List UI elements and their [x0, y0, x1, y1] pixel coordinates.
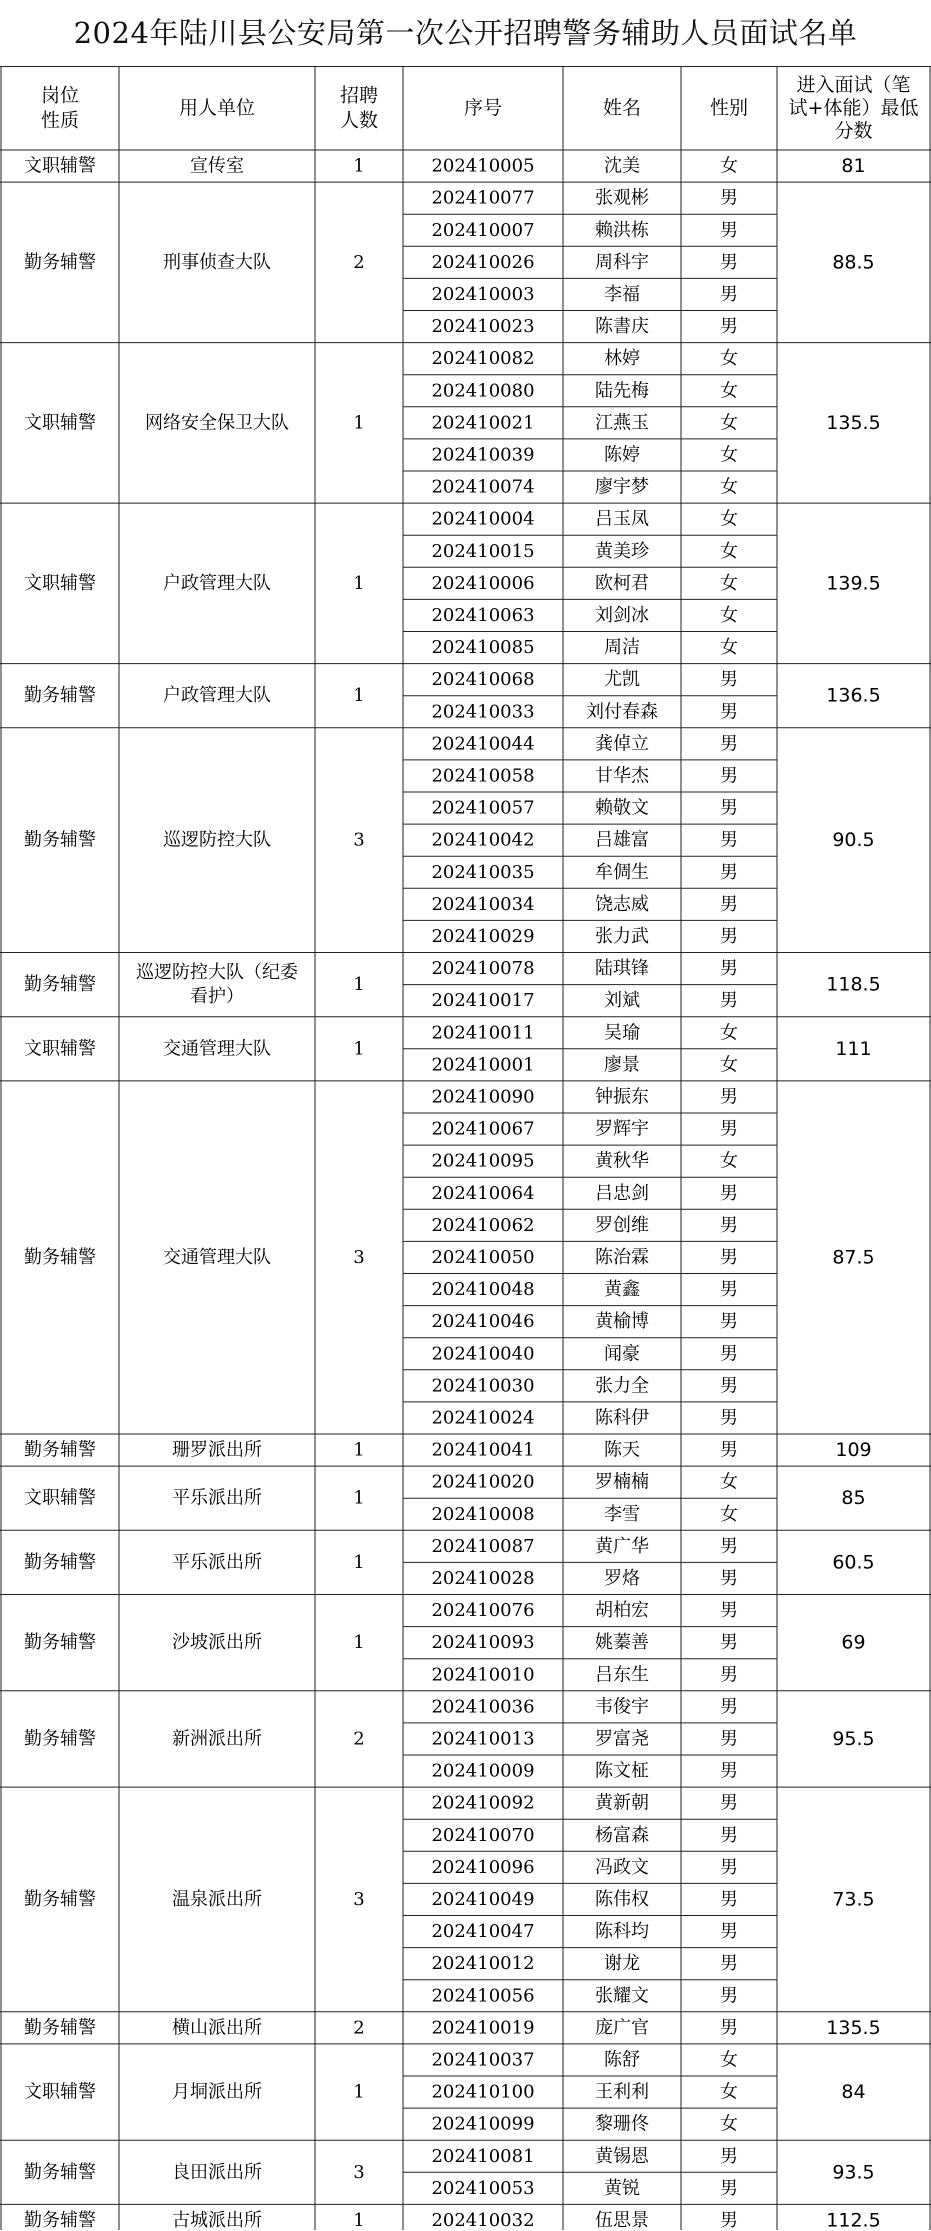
serial-no-cell: 202410036: [431, 1696, 535, 1718]
candidate-name-cell: 王利利: [595, 2081, 649, 2103]
min-score-cell: 69: [841, 1631, 866, 1654]
gender-cell: 男: [720, 1375, 738, 1397]
employer-cell: 网络安全保卫大队: [145, 412, 289, 434]
quota-cell: 2: [353, 251, 365, 273]
gender-cell: 男: [720, 219, 738, 241]
employer-cell: 新洲派出所: [172, 1728, 262, 1750]
post-type-cell: 文职辅警: [24, 155, 96, 177]
serial-no-cell: 202410067: [431, 1118, 535, 1140]
gender-cell: 男: [720, 958, 738, 980]
serial-no-cell: 202410062: [431, 1214, 535, 1236]
candidate-name-cell: 罗创维: [595, 1214, 649, 1236]
employer-cell: 平乐派出所: [172, 1551, 262, 1573]
candidate-name-cell: 尤凯: [604, 669, 640, 691]
min-score-cell: 84: [841, 2081, 866, 2104]
gender-cell: 男: [720, 283, 738, 305]
candidate-name-cell: 闻豪: [604, 1343, 640, 1365]
candidate-name-cell: 张观彬: [595, 187, 649, 209]
interview-list-table: [0, 66, 931, 2231]
candidate-name-cell: 陈天: [604, 1439, 640, 1461]
candidate-name-cell: 赖洪栋: [595, 219, 649, 241]
serial-no-cell: 202410063: [431, 604, 535, 626]
employer-cell: 温泉派出所: [172, 1888, 262, 1910]
employer-cell: 沙坡派出所: [172, 1632, 262, 1654]
post-type-cell: 勤务辅警: [24, 685, 96, 707]
post-type-cell: 勤务辅警: [24, 2017, 96, 2039]
candidate-name-cell: 黄锡恩: [595, 2145, 649, 2167]
candidate-name-cell: 姚蓁善: [595, 1632, 649, 1654]
serial-no-cell: 202410035: [431, 861, 535, 883]
gender-cell: 男: [720, 187, 738, 209]
candidate-name-cell: 陈婷: [604, 444, 640, 466]
gender-cell: 男: [720, 1953, 738, 1975]
min-score-cell: 87.5: [832, 1246, 875, 1269]
gender-cell: 男: [720, 2017, 738, 2039]
employer-cell: 巡逻防控大队: [163, 829, 271, 851]
serial-no-cell: 202410032: [431, 2209, 535, 2231]
quota-cell: 1: [353, 685, 365, 707]
gender-cell: 男: [720, 733, 738, 755]
serial-no-cell: 202410080: [431, 380, 535, 402]
quota-cell: 3: [353, 1888, 365, 1910]
gender-cell: 女: [720, 380, 738, 402]
candidate-name-cell: 周科宇: [595, 251, 649, 273]
post-type-cell: 文职辅警: [24, 572, 96, 594]
min-score-cell: 111: [835, 1037, 872, 1060]
employer-cell: 月垌派出所: [172, 2081, 262, 2103]
serial-no-cell: 202410012: [431, 1953, 535, 1975]
candidate-name-cell: 赖敬文: [595, 797, 649, 819]
serial-no-cell: 202410009: [431, 1760, 535, 1782]
serial-no-cell: 202410077: [431, 187, 535, 209]
candidate-name-cell: 钟振东: [595, 1086, 649, 1108]
serial-no-cell: 202410090: [431, 1086, 535, 1108]
gender-cell: 男: [720, 925, 738, 947]
candidate-name-cell: 黄榆博: [595, 1311, 649, 1333]
serial-no-cell: 202410028: [431, 1567, 535, 1589]
candidate-name-cell: 张耀文: [595, 1985, 649, 2007]
serial-no-cell: 202410085: [431, 637, 535, 659]
gender-cell: 男: [720, 1567, 738, 1589]
candidate-name-cell: 罗富尧: [595, 1728, 649, 1750]
quota-cell: 2: [353, 2017, 365, 2039]
min-score-cell: 90.5: [832, 829, 875, 852]
candidate-name-cell: 黄锐: [604, 2177, 640, 2199]
gender-cell: 男: [720, 1728, 738, 1750]
employer-cell: 古城派出所: [172, 2209, 262, 2231]
gender-cell: 女: [720, 348, 738, 370]
gender-cell: 男: [720, 2145, 738, 2167]
header-gender: 性别: [709, 97, 749, 119]
min-score-cell: 112.5: [826, 2209, 881, 2231]
serial-no-cell: 202410049: [431, 1888, 535, 1910]
candidate-name-cell: 廖宇梦: [595, 476, 649, 498]
candidate-name-cell: 伍思景: [595, 2209, 649, 2231]
gender-cell: 女: [720, 572, 738, 594]
quota-cell: 1: [353, 1487, 365, 1509]
post-type-cell: 文职辅警: [24, 1487, 96, 1509]
candidate-name-cell: 李福: [604, 283, 640, 305]
candidate-name-cell: 胡柏宏: [595, 1600, 649, 1622]
min-score-cell: 73.5: [832, 1888, 875, 1911]
employer-cell: 横山派出所: [172, 2017, 262, 2039]
gender-cell: 男: [720, 2177, 738, 2199]
candidate-name-cell: 沈美: [604, 155, 640, 177]
serial-no-cell: 202410092: [431, 1792, 535, 1814]
min-score-cell: 135.5: [826, 411, 881, 434]
min-score-cell: 136.5: [826, 684, 881, 707]
gender-cell: 男: [720, 861, 738, 883]
serial-no-cell: 202410058: [431, 765, 535, 787]
serial-no-cell: 202410076: [431, 1600, 535, 1622]
serial-no-cell: 202410005: [431, 155, 535, 177]
candidate-name-cell: 饶志威: [595, 893, 649, 915]
candidate-name-cell: 张力武: [595, 925, 649, 947]
employer-cell: 户政管理大队: [163, 572, 271, 594]
serial-no-cell: 202410082: [431, 348, 535, 370]
serial-no-cell: 202410050: [431, 1246, 535, 1268]
quota-cell: 1: [353, 155, 365, 177]
serial-no-cell: 202410003: [431, 283, 535, 305]
quota-cell: 1: [353, 572, 365, 594]
serial-no-cell: 202410029: [431, 925, 535, 947]
candidate-name-cell: 陈文柾: [595, 1760, 649, 1782]
gender-cell: 男: [720, 1182, 738, 1204]
gender-cell: 男: [720, 1246, 738, 1268]
header-min-score: 分数: [834, 120, 873, 142]
serial-no-cell: 202410019: [431, 2017, 535, 2039]
gender-cell: 男: [720, 1696, 738, 1718]
employer-cell: 宣传室: [190, 155, 244, 177]
post-type-cell: 勤务辅警: [24, 1728, 96, 1750]
quota-cell: 1: [353, 1439, 365, 1461]
serial-no-cell: 202410087: [431, 1535, 535, 1557]
candidate-name-cell: 吕雄富: [595, 829, 649, 851]
serial-no-cell: 202410057: [431, 797, 535, 819]
gender-cell: 男: [720, 829, 738, 851]
serial-no-cell: 202410037: [431, 2049, 535, 2071]
candidate-name-cell: 林婷: [604, 348, 640, 370]
quota-cell: 1: [353, 2209, 365, 2231]
candidate-name-cell: 黄秋华: [595, 1150, 649, 1172]
gender-cell: 男: [720, 1343, 738, 1365]
post-type-cell: 勤务辅警: [24, 2161, 96, 2183]
quota-cell: 1: [353, 412, 365, 434]
serial-no-cell: 202410024: [431, 1407, 535, 1429]
gender-cell: 男: [720, 669, 738, 691]
gender-cell: 女: [720, 2049, 738, 2071]
serial-no-cell: 202410008: [431, 1503, 535, 1525]
gender-cell: 男: [720, 1214, 738, 1236]
gender-cell: 女: [720, 2113, 738, 2135]
header-serial-no: 序号: [463, 97, 503, 119]
serial-no-cell: 202410053: [431, 2177, 535, 2199]
post-type-cell: 勤务辅警: [24, 1632, 96, 1654]
gender-cell: 女: [720, 1471, 738, 1493]
gender-cell: 男: [720, 1888, 738, 1910]
gender-cell: 男: [720, 990, 738, 1012]
gender-cell: 男: [720, 1535, 738, 1557]
gender-cell: 男: [720, 1792, 738, 1814]
candidate-name-cell: 罗烙: [604, 1567, 640, 1589]
employer-cell: 巡逻防控大队（纪委: [136, 962, 298, 984]
candidate-name-cell: 罗楠楠: [595, 1471, 649, 1493]
gender-cell: 男: [720, 797, 738, 819]
gender-cell: 女: [720, 1022, 738, 1044]
gender-cell: 男: [720, 1600, 738, 1622]
quota-cell: 3: [353, 1246, 365, 1268]
candidate-name-cell: 周洁: [604, 637, 640, 659]
candidate-name-cell: 陈書庆: [595, 316, 649, 338]
serial-no-cell: 202410099: [431, 2113, 535, 2135]
post-type-cell: 勤务辅警: [24, 1439, 96, 1461]
candidate-name-cell: 张力全: [595, 1375, 649, 1397]
gender-cell: 女: [720, 1054, 738, 1076]
gender-cell: 男: [720, 1760, 738, 1782]
gender-cell: 男: [720, 1439, 738, 1461]
post-type-cell: 勤务辅警: [24, 251, 96, 273]
serial-no-cell: 202410040: [431, 1343, 535, 1365]
post-type-cell: 勤务辅警: [24, 2209, 96, 2231]
candidate-name-cell: 黄新朝: [595, 1792, 649, 1814]
candidate-name-cell: 黄美珍: [595, 540, 649, 562]
post-type-cell: 勤务辅警: [24, 1246, 96, 1268]
serial-no-cell: 202410010: [431, 1664, 535, 1686]
candidate-name-cell: 刘剑冰: [595, 604, 649, 626]
header-min-score: 试+体能）最低: [788, 97, 919, 119]
candidate-name-cell: 陈舒: [604, 2049, 640, 2071]
employer-cell: 户政管理大队: [163, 685, 271, 707]
candidate-name-cell: 陆琪锋: [595, 958, 649, 980]
gender-cell: 女: [720, 508, 738, 530]
serial-no-cell: 202410100: [431, 2081, 535, 2103]
serial-no-cell: 202410017: [431, 990, 535, 1012]
quota-cell: 1: [353, 974, 365, 996]
min-score-cell: 139.5: [826, 572, 881, 595]
serial-no-cell: 202410007: [431, 219, 535, 241]
employer-cell: 看护）: [190, 986, 244, 1008]
serial-no-cell: 202410044: [431, 733, 535, 755]
gender-cell: 女: [720, 476, 738, 498]
min-score-cell: 85: [841, 1487, 866, 1510]
employer-cell: 刑事侦查大队: [163, 251, 271, 273]
header-quota: 人数: [339, 109, 379, 132]
table-grid: [0, 66, 931, 2231]
gender-cell: 男: [720, 1985, 738, 2007]
quota-cell: 1: [353, 1038, 365, 1060]
employer-cell: 交通管理大队: [163, 1246, 271, 1268]
min-score-cell: 60.5: [832, 1551, 875, 1574]
candidate-name-cell: 李雪: [604, 1503, 640, 1525]
gender-cell: 女: [720, 444, 738, 466]
employer-cell: 平乐派出所: [172, 1487, 262, 1509]
min-score-cell: 118.5: [826, 973, 881, 996]
serial-no-cell: 202410023: [431, 316, 535, 338]
gender-cell: 男: [720, 1118, 738, 1140]
candidate-name-cell: 欧柯君: [595, 572, 649, 594]
serial-no-cell: 202410033: [431, 701, 535, 723]
gender-cell: 男: [720, 765, 738, 787]
candidate-name-cell: 陈伟权: [595, 1888, 649, 1910]
serial-no-cell: 202410096: [431, 1856, 535, 1878]
candidate-name-cell: 江燕玉: [595, 412, 649, 434]
serial-no-cell: 202410070: [431, 1824, 535, 1846]
serial-no-cell: 202410093: [431, 1632, 535, 1654]
quota-cell: 2: [353, 1728, 365, 1750]
serial-no-cell: 202410004: [431, 508, 535, 530]
min-score-cell: 95.5: [832, 1727, 875, 1750]
header-name: 姓名: [602, 97, 642, 119]
serial-no-cell: 202410013: [431, 1728, 535, 1750]
gender-cell: 女: [720, 412, 738, 434]
quota-cell: 3: [353, 2161, 365, 2183]
gender-cell: 男: [720, 251, 738, 273]
candidate-name-cell: 吕玉凤: [595, 508, 649, 530]
min-score-cell: 88.5: [832, 251, 875, 274]
serial-no-cell: 202410056: [431, 1985, 535, 2007]
serial-no-cell: 202410047: [431, 1921, 535, 1943]
candidate-name-cell: 罗辉宇: [595, 1118, 649, 1140]
candidate-name-cell: 陈治霖: [595, 1246, 649, 1268]
candidate-name-cell: 谢龙: [604, 1953, 640, 1975]
candidate-name-cell: 庞广官: [595, 2017, 649, 2039]
serial-no-cell: 202410011: [431, 1022, 535, 1044]
candidate-name-cell: 吕忠剑: [595, 1182, 649, 1204]
post-type-cell: 勤务辅警: [24, 1888, 96, 1910]
serial-no-cell: 202410095: [431, 1150, 535, 1172]
post-type-cell: 勤务辅警: [24, 1551, 96, 1573]
post-type-cell: 文职辅警: [24, 1038, 96, 1060]
employer-cell: 珊罗派出所: [172, 1439, 262, 1461]
candidate-name-cell: 杨富森: [595, 1824, 649, 1846]
gender-cell: 男: [720, 2209, 738, 2231]
header-quota: 招聘: [339, 84, 379, 107]
gender-cell: 男: [720, 1086, 738, 1108]
post-type-cell: 勤务辅警: [24, 829, 96, 851]
quota-cell: 3: [353, 829, 365, 851]
serial-no-cell: 202410001: [431, 1054, 535, 1076]
gender-cell: 男: [720, 701, 738, 723]
gender-cell: 男: [720, 1632, 738, 1654]
min-score-cell: 93.5: [832, 2161, 875, 2184]
candidate-name-cell: 吕东生: [595, 1664, 649, 1686]
candidate-name-cell: 黎珊佟: [595, 2113, 649, 2135]
gender-cell: 男: [720, 1921, 738, 1943]
employer-cell: 良田派出所: [172, 2161, 262, 2183]
serial-no-cell: 202410021: [431, 412, 535, 434]
candidate-name-cell: 刘付春森: [586, 701, 658, 723]
min-score-cell: 109: [835, 1439, 872, 1462]
candidate-name-cell: 黄鑫: [604, 1279, 640, 1301]
quota-cell: 1: [353, 1551, 365, 1573]
serial-no-cell: 202410074: [431, 476, 535, 498]
candidate-name-cell: 龚倬立: [595, 733, 649, 755]
candidate-name-cell: 吴瑜: [604, 1022, 640, 1044]
header-employer: 用人单位: [178, 97, 256, 119]
serial-no-cell: 202410026: [431, 251, 535, 273]
serial-no-cell: 202410046: [431, 1311, 535, 1333]
serial-no-cell: 202410068: [431, 669, 535, 691]
gender-cell: 男: [720, 1856, 738, 1878]
candidate-name-cell: 陆先梅: [595, 380, 649, 402]
candidate-name-cell: 廖景: [604, 1054, 640, 1076]
candidate-name-cell: 黄广华: [595, 1535, 649, 1557]
post-type-cell: 文职辅警: [24, 2081, 96, 2103]
candidate-name-cell: 韦俊宇: [595, 1696, 649, 1718]
employer-cell: 交通管理大队: [163, 1038, 271, 1060]
serial-no-cell: 202410015: [431, 540, 535, 562]
header-min-score: 进入面试（笔: [796, 74, 911, 96]
header-post-type: 性质: [40, 109, 80, 132]
header-post-type: 岗位: [40, 84, 80, 107]
serial-no-cell: 202410020: [431, 1471, 535, 1493]
gender-cell: 女: [720, 2081, 738, 2103]
candidate-name-cell: 刘斌: [604, 990, 640, 1012]
serial-no-cell: 202410039: [431, 444, 535, 466]
serial-no-cell: 202410064: [431, 1182, 535, 1204]
gender-cell: 男: [720, 893, 738, 915]
gender-cell: 女: [720, 540, 738, 562]
serial-no-cell: 202410081: [431, 2145, 535, 2167]
gender-cell: 女: [720, 155, 738, 177]
gender-cell: 男: [720, 1407, 738, 1429]
post-type-cell: 文职辅警: [24, 412, 96, 434]
serial-no-cell: 202410006: [431, 572, 535, 594]
serial-no-cell: 202410048: [431, 1279, 535, 1301]
gender-cell: 女: [720, 637, 738, 659]
gender-cell: 女: [720, 1503, 738, 1525]
page-title: 2024年陆川县公安局第一次公开招聘警务辅助人员面试名单: [73, 16, 858, 50]
serial-no-cell: 202410034: [431, 893, 535, 915]
min-score-cell: 135.5: [826, 2016, 881, 2039]
serial-no-cell: 202410030: [431, 1375, 535, 1397]
serial-no-cell: 202410042: [431, 829, 535, 851]
candidate-name-cell: 陈科均: [595, 1921, 649, 1943]
gender-cell: 男: [720, 1824, 738, 1846]
candidate-name-cell: 陈科伊: [595, 1407, 649, 1429]
candidate-name-cell: 甘华杰: [595, 765, 649, 787]
quota-cell: 1: [353, 2081, 365, 2103]
candidate-name-cell: 冯政文: [595, 1856, 649, 1878]
gender-cell: 男: [720, 1279, 738, 1301]
quota-cell: 1: [353, 1632, 365, 1654]
min-score-cell: 81: [841, 155, 866, 178]
serial-no-cell: 202410078: [431, 958, 535, 980]
gender-cell: 男: [720, 1311, 738, 1333]
gender-cell: 女: [720, 1150, 738, 1172]
serial-no-cell: 202410041: [431, 1439, 535, 1461]
post-type-cell: 勤务辅警: [24, 974, 96, 996]
candidate-name-cell: 牟倜生: [595, 861, 649, 883]
gender-cell: 男: [720, 316, 738, 338]
gender-cell: 女: [720, 604, 738, 626]
gender-cell: 男: [720, 1664, 738, 1686]
